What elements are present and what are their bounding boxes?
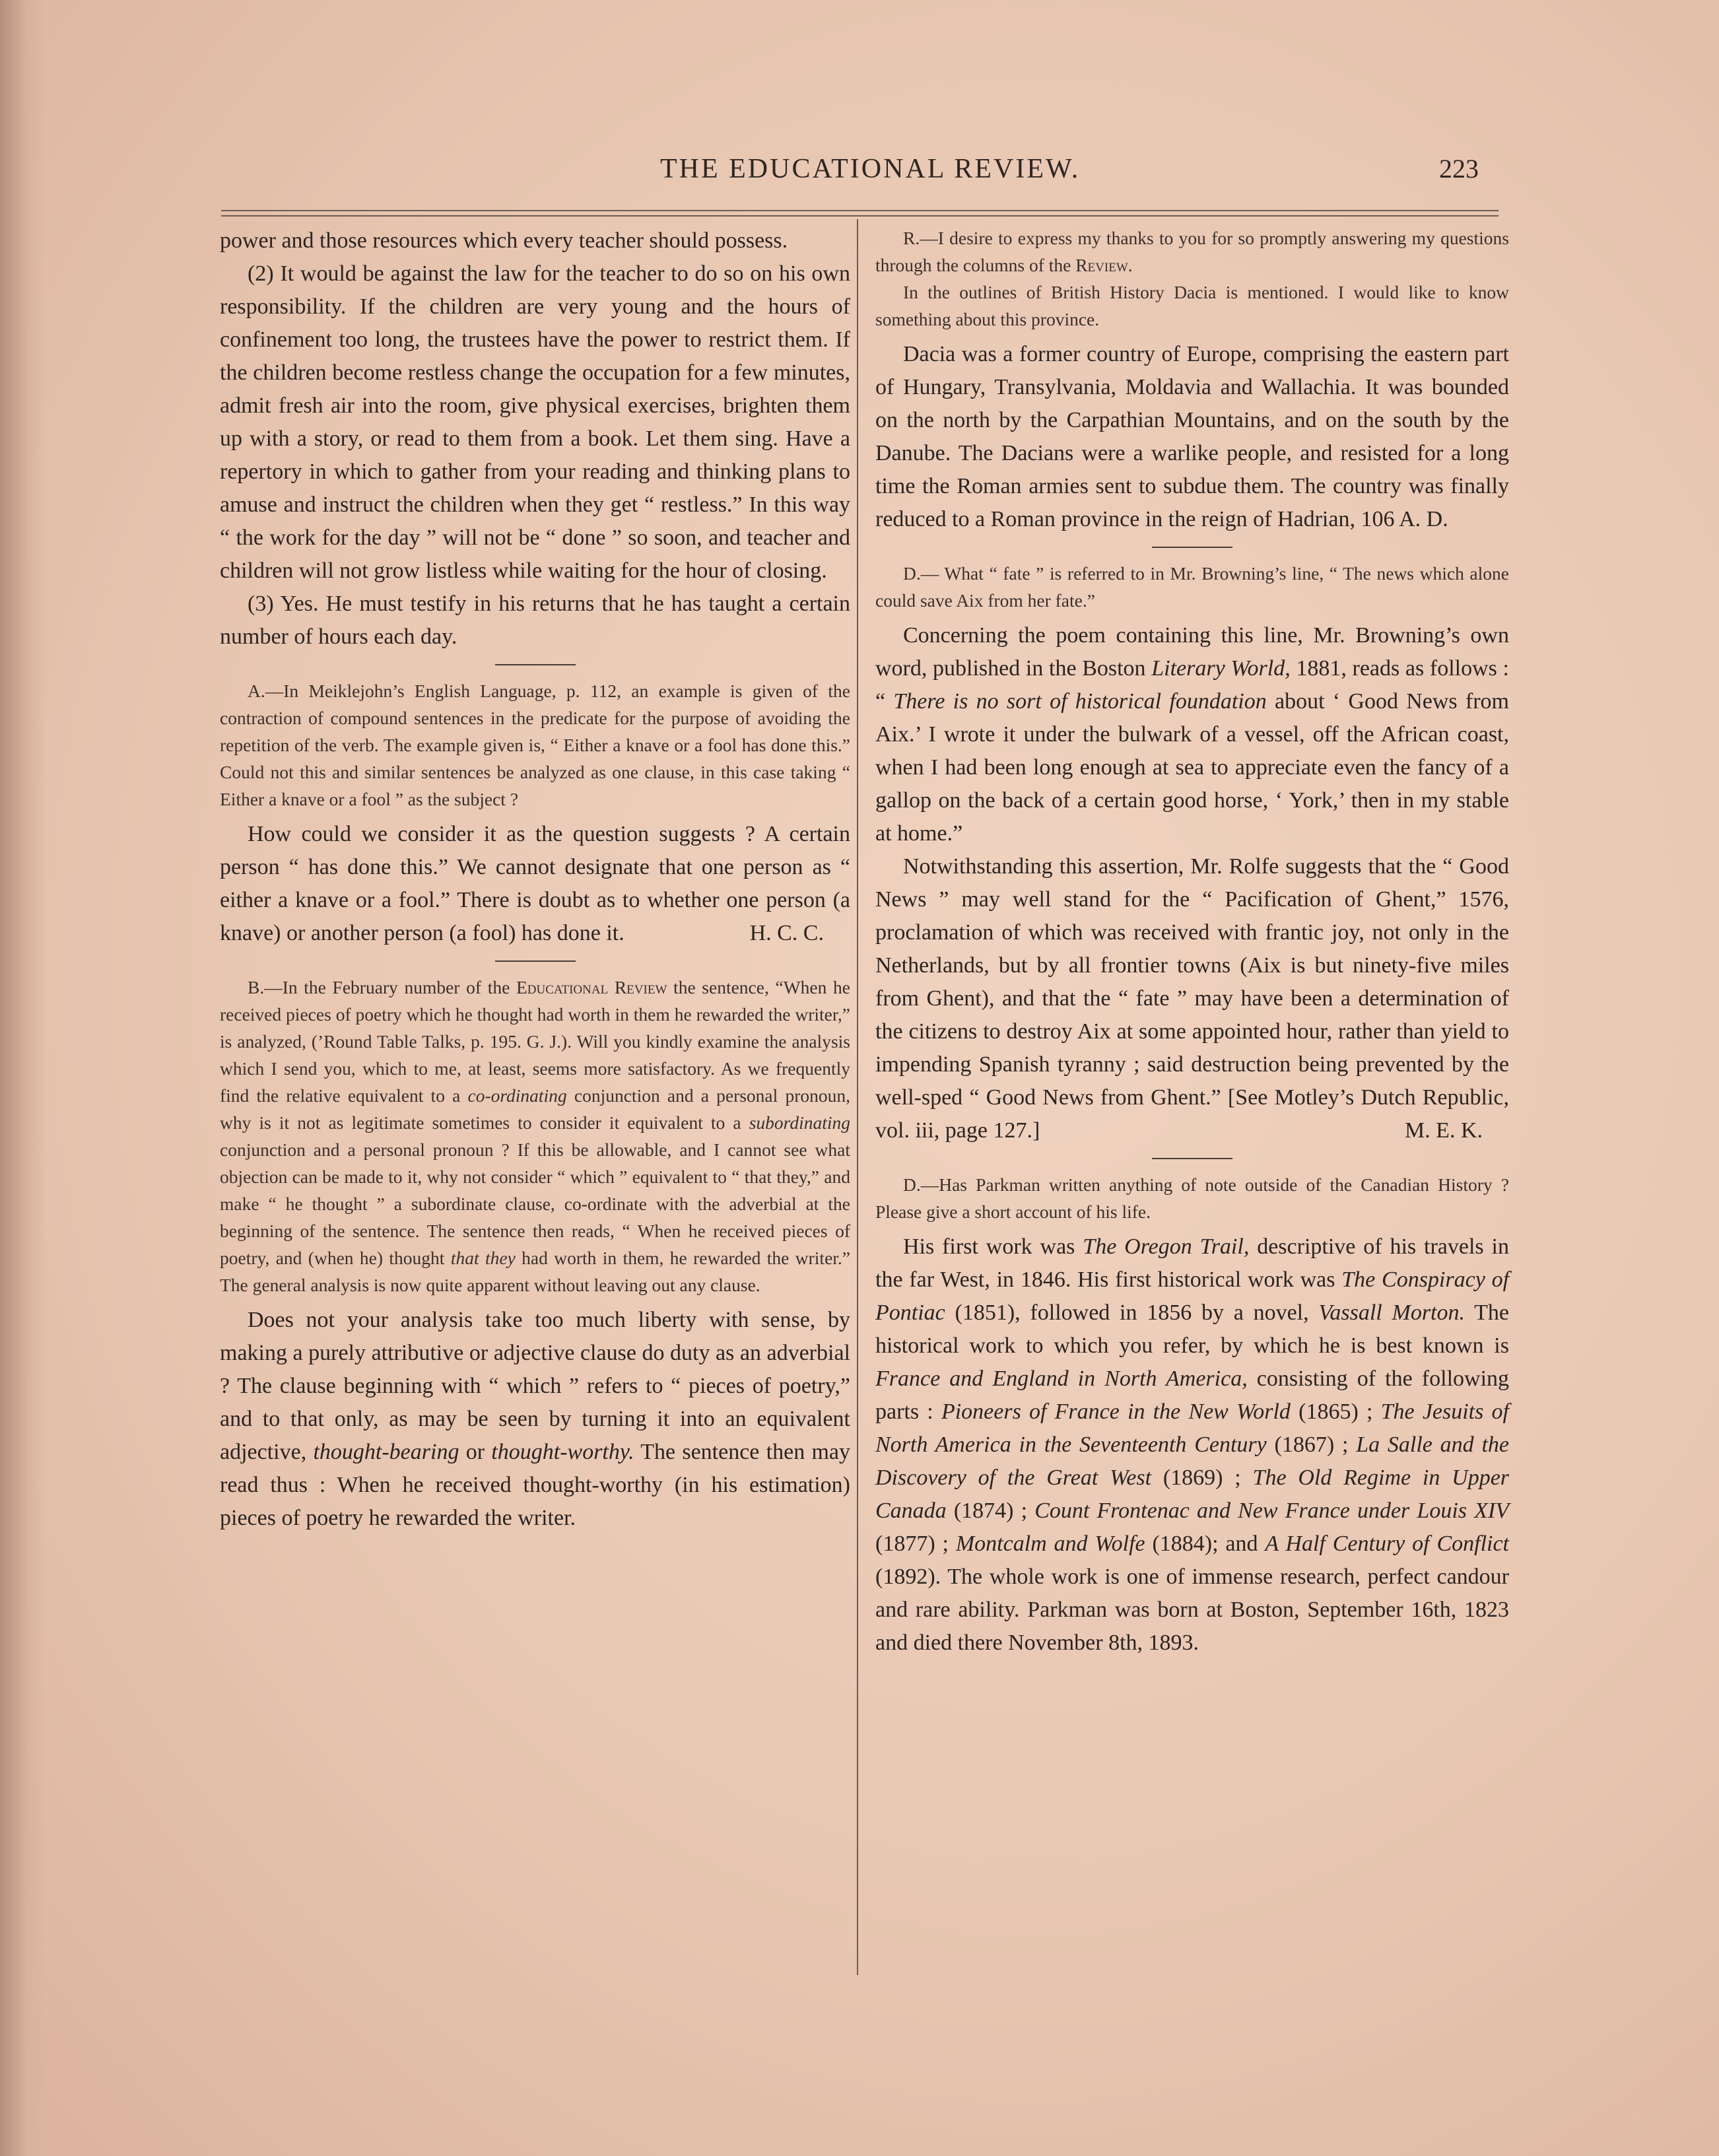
text-run: conjunction and a personal pronoun ? If this be allowable, and I cannot see what objection can be made to it, why not consider “ which ” equivalent to “ that they,” and make “ he thought ” a subordinate clause, co-ordinate with the adverbial at the beginning of the sentence. The sentence then reads, “ When he received pieces of poetry, and (when he) thought — [220, 1139, 850, 1268]
answer-a — [220, 818, 850, 950]
text-run: His first work was — [903, 1234, 1083, 1259]
text-run: (1884); and — [1145, 1532, 1265, 1556]
answer-paragraph: (2) It would be against the law for the teacher to do so on his own responsibility. If the children are very young and the hours of confinement too long, the trustees have the power to restrict them. If the children become restless change the occupation for a few minutes, admit fresh air into the room, give physical exercises, brighten them up with a story, or read to them from a book. Let them sing. Have a repertory in which to gather from your reading and thinking plans to amuse and instruct the children when they get “ restless.” In this way “ the work for the day ” will not be “ done ” so soon, and teacher and children will not grow listless while waiting for the hour of closing. — [220, 261, 850, 583]
text-run: 1881, reads as follows : “ — [875, 656, 1509, 714]
text-run: R.—I desire to express my thanks to you for so promptly answering my questions through the columns of the — [875, 228, 1509, 275]
section-separator — [495, 664, 576, 665]
left-column — [220, 224, 850, 1535]
book-title: Count Frontenac and New France under Louis XIV — [1034, 1499, 1510, 1523]
text-run: (1865) ; — [1290, 1399, 1381, 1424]
emphasis: thought-worthy. — [491, 1440, 634, 1464]
text-run: The sentence then may read thus : When he received thought-worthy (in his estimation) pieces of poetry he rewarded the writer. — [220, 1440, 850, 1530]
book-title: France and England in North America, — [875, 1366, 1248, 1391]
emphasis: There is no sort of historical foundation — [893, 689, 1267, 714]
text-run: consisting of the following parts : — [875, 1366, 1510, 1424]
question-r-2: In the outlines of British History Dacia is mentioned. I would like to know something about this province. — [875, 282, 1509, 329]
emphasis: thought-bearing — [313, 1440, 459, 1464]
question-d-browning: D.— What “ fate ” is referred to in Mr. Browning’s line, “ The news which alone could save Aix from her fate.” — [875, 563, 1509, 611]
emphasis: Literary World, — [1151, 656, 1291, 681]
journal-title: THE EDUCATIONAL REVIEW. — [660, 154, 1081, 184]
question-a: A.—In Meiklejohn’s English Language, p. 112, an example is given of the contraction of compound sentences in the predicate for the purpose of avoiding the repetition of the verb. The example given is, “ Either a knave or a fool has done this.” Could not this and similar sentences be analyzed as one clause, in this case taking “ Either a knave or a fool ” as the subject ? — [220, 681, 850, 809]
section-separator — [1152, 1158, 1232, 1159]
signature: H. C. C. — [749, 921, 824, 945]
question-b — [220, 974, 850, 1298]
header-rule-top — [221, 210, 1499, 211]
text-run: . — [1128, 255, 1133, 275]
text-run: (1867) ; — [1266, 1432, 1357, 1457]
book-title: Montcalm and Wolfe — [955, 1532, 1145, 1556]
text-run: (1877) ; — [875, 1532, 956, 1556]
question-r — [875, 224, 1509, 279]
header-rule-bottom — [221, 215, 1499, 217]
text-run: Notwithstanding this assertion, Mr. Rolfe suggests that the “ Good News ” may well stand for the “ Pacification of Ghent,” 1576, proclamation of which was received with frantic joy, not only in the Netherlands, but by all frontier towns (Aix is but ninety-five miles from Ghent), and that the “ fate ” may have been a determination of the citizens to destroy Aix at some appointed hour, rather than yield to impending Spanish tyranny ; said destruction being prevented by the well-sped “ Good News from Ghent.” [See Motley’s Dutch Republic, vol. iii, page 127.] — [875, 854, 1509, 1143]
answer-r: Dacia was a former country of Europe, comprising the eastern part of Hungary, Transylvania, Moldavia and Wallachia. It was bounded on the north by the Carpathian Mountains, and on the south by the Danube. The Dacians were a warlike people, and resisted for a long time the Roman armies sent to subdue them. The country was finally reduced to a Roman province in the reign of Hadrian, 106 A. D. — [875, 342, 1509, 531]
emphasis: subordinating — [749, 1112, 850, 1133]
text-run: (1892). The whole work is one of immense research, perfect candour and rare ability. Parkman was born at Boston, September 16th, 1823 and died there November 8th, 1893. — [875, 1565, 1509, 1655]
book-title: The Jesuits of North America in the Seventeenth Century — [875, 1399, 1510, 1457]
text-run: or — [459, 1440, 492, 1464]
answer-d-parkman — [875, 1230, 1509, 1660]
emphasis: that they — [450, 1248, 516, 1268]
text-run: (1869) ; — [1151, 1465, 1253, 1490]
text-run: about ‘ Good News from Aix.’ I wrote it under the bulwark of a vessel, off the African coast, when I had been long enough at sea to appreciate even the fancy of a gallop on the back of a certain good horse, ‘ York,’ then in my stable at home.” — [875, 689, 1509, 846]
book-title: La Salle and the Discovery of the Great West — [875, 1432, 1509, 1490]
journal-name: Educational Review — [516, 977, 667, 997]
text-run: B.—In the February number of the — [248, 977, 516, 997]
emphasis: co-ordinating — [467, 1085, 567, 1106]
text-run: Does not your analysis take too much liberty with sense, by making a purely attributive or adjective clause do duty as an adverbial ? The clause beginning with “ which ” refers to “ pieces of poetry,” and to that only, as may be seen by turning it into an equivalent adjective, — [220, 1308, 850, 1464]
text-run: the sentence, “When he received pieces of poetry which he thought had worth in them he rewarded the writer,” is analyzed, (’Round Table Talks, p. 195. G. J.). Will you kindly examine the analysis which I send you, which to me, at least, seems more satisfactory. As we frequently find the relative equivalent to a — [220, 977, 850, 1106]
answer-paragraph: (3) Yes. He must testify in his returns that he has taught a certain number of hours each day. — [220, 591, 850, 649]
right-column — [875, 224, 1509, 1660]
text-run: conjunction and a personal pronoun, why is it not as legitimate sometimes to consider it equivalent to a — [220, 1085, 850, 1133]
answer-d-browning-2 — [875, 850, 1509, 1147]
book-title: The Old Regime in Upper Canada — [875, 1465, 1510, 1523]
answer-d-browning-1 — [875, 619, 1509, 850]
book-title: The Conspiracy of Pontiac — [875, 1267, 1510, 1325]
book-title: Pioneers of France in the New World — [941, 1399, 1291, 1424]
text-run: (1851), followed in 1856 by a novel, — [945, 1300, 1319, 1325]
page-number: 223 — [1439, 154, 1479, 184]
text-run: The historical work to which you refer, by which he is best known is — [875, 1300, 1510, 1358]
text-run: (1874) ; — [946, 1499, 1035, 1523]
journal-name: Review — [1075, 255, 1128, 275]
book-title: Vassall Morton. — [1318, 1300, 1466, 1325]
answer-a-text: How could we consider it as the question suggests ? A certain person “ has done this.” We cannot designate that one person as “ either a knave or a fool.” There is doubt as to whether one person (a knave) or another person (a fool) has done it. — [220, 822, 850, 945]
question-d-parkman: D.—Has Parkman written anything of note outside of the Canadian History ? Please give a short account of his life. — [875, 1174, 1509, 1222]
text-run: Concerning the poem containing this line, Mr. Browning’s own word, published in the Boston — [875, 623, 1509, 681]
book-title: The Oregon Trail, — [1083, 1234, 1250, 1259]
text-run: had worth in them, he rewarded the writer.” The general analysis is now quite apparent without leaving out any clause. — [220, 1248, 850, 1295]
answer-b — [220, 1304, 850, 1535]
running-header — [218, 153, 1492, 193]
column-divider — [857, 219, 858, 1975]
answer-paragraph: power and those resources which every teacher should possess. — [220, 228, 788, 253]
signature: M. E. K. — [1404, 1118, 1483, 1143]
section-separator — [1152, 547, 1232, 548]
text-run: descriptive of his travels in the far West, in 1846. His first historical work was — [875, 1234, 1509, 1292]
section-separator — [495, 960, 576, 962]
page-spine-shadow — [0, 0, 46, 2156]
book-title: A Half Century of Conflict — [1265, 1532, 1509, 1556]
